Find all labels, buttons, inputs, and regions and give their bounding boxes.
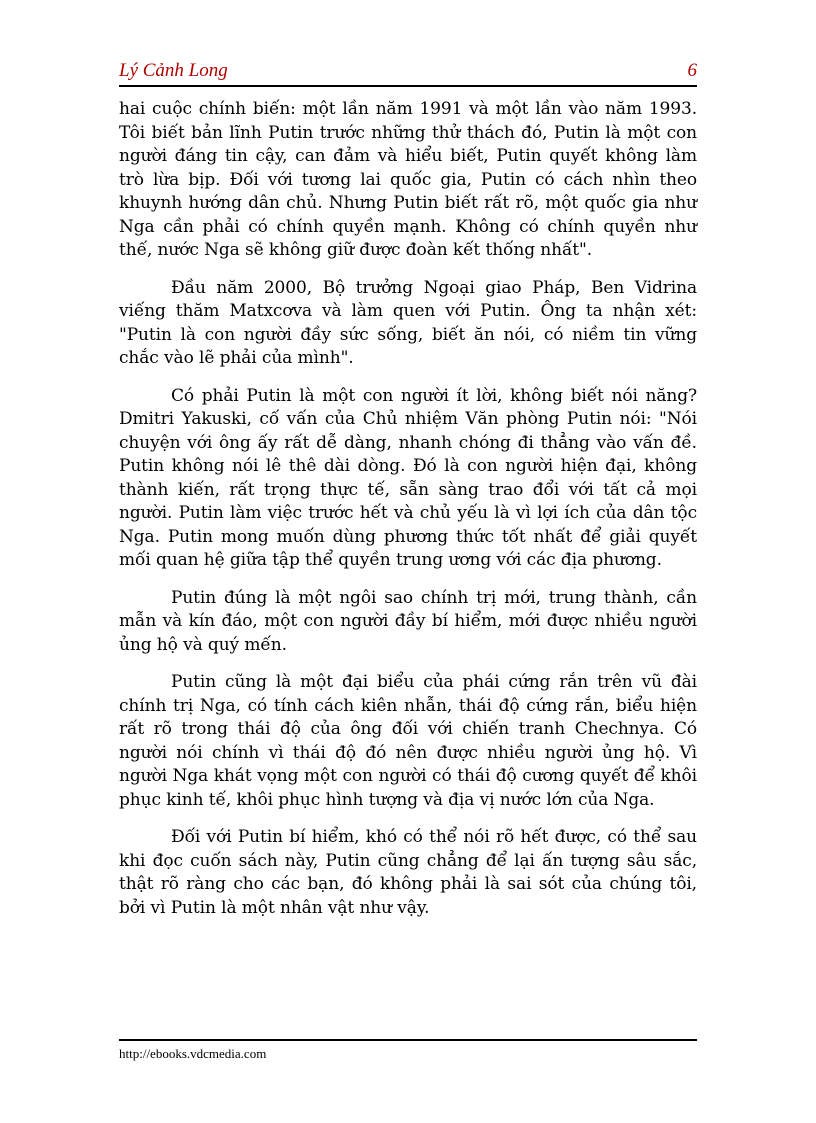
body-text	[119, 98, 697, 934]
paragraph-3: Có phải Putin là một con người ít lời, không biết nói năng? Dmitri Yakuski, cố vấn của Chủ nhiệm Văn phòng Putin nói: "Nói chuyện với ông ấy rất dễ dàng, nhanh chóng đi thẳng vào vấn đề. Putin không nói lê thê dài dòng. Đó là con người hiện đại, không thành kiến, rất trọng thực tế, sẵn sàng trao đổi với tất cả mọi người. Putin làm việc trước hết và chủ yếu là vì lợi ích của dân tộc Nga. Putin mong muốn dùng phương thức tốt nhất để giải quyết mối quan hệ giữa tập thể quyền trung ương với các địa phương.	[119, 385, 697, 570]
paragraph-4: Putin đúng là một ngôi sao chính trị mới, trung thành, cần mẫn và kín đáo, một con người đầy bí hiểm, mới được nhiều người ủng hộ và quý mến.	[119, 587, 697, 655]
page-header	[119, 60, 697, 86]
header-divider	[119, 85, 697, 87]
paragraph-1: hai cuộc chính biến: một lần năm 1991 và một lần vào năm 1993. Tôi biết bản lĩnh Putin trước những thử thách đó, Putin là một con người đáng tin cậy, can đảm và hiểu biết, Putin quyết không làm trò lừa bịp. Đối với tương lai quốc gia, Putin có cách nhìn theo khuynh hướng dân chủ. Nhưng Putin biết rất rõ, một quốc gia như Nga cần phải có chính quyền mạnh. Không có chính quyền như thế, nước Nga sẽ không giữ được đoàn kết thống nhất".	[119, 99, 697, 260]
footer-link[interactable]: http://ebooks.vdcmedia.com	[119, 1046, 267, 1061]
paragraph-2: Đầu năm 2000, Bộ trưởng Ngoại giao Pháp, Ben Vidrina viếng thăm Matxcơva và làm quen với Putin. Ông ta nhận xét: "Putin là con người đầy sức sống, biết ăn nói, có niềm tin vững chắc vào lẽ phải của mình".	[119, 277, 697, 368]
paragraph-6: Đối với Putin bí hiểm, khó có thể nói rõ hết được, có thể sau khi đọc cuốn sách này, Putin cũng chẳng để lại ấn tượng sâu sắc, thật rõ ràng cho các bạn, đó không phải là sai sót của chúng tôi, bởi vì Putin là một nhân vật như vậy.	[119, 827, 697, 918]
footer-divider	[119, 1039, 697, 1041]
header-author: Lý Cảnh Long	[119, 60, 228, 81]
page-number: 6	[687, 60, 697, 81]
paragraph-5: Putin cũng là một đại biểu của phái cứng rắn trên vũ đài chính trị Nga, có tính cách kiên nhẫn, thái độ cứng rắn, biểu hiện rất rõ trong thái độ của ông đối với chiến tranh Chechnya. Có người nói chính vì thái độ đó nên được nhiều người ủng hộ. Vì người Nga khát vọng một con người có thái độ cương quyết để khôi phục kinh tế, khôi phục hình tượng và địa vị nước lớn của Nga.	[119, 672, 697, 810]
